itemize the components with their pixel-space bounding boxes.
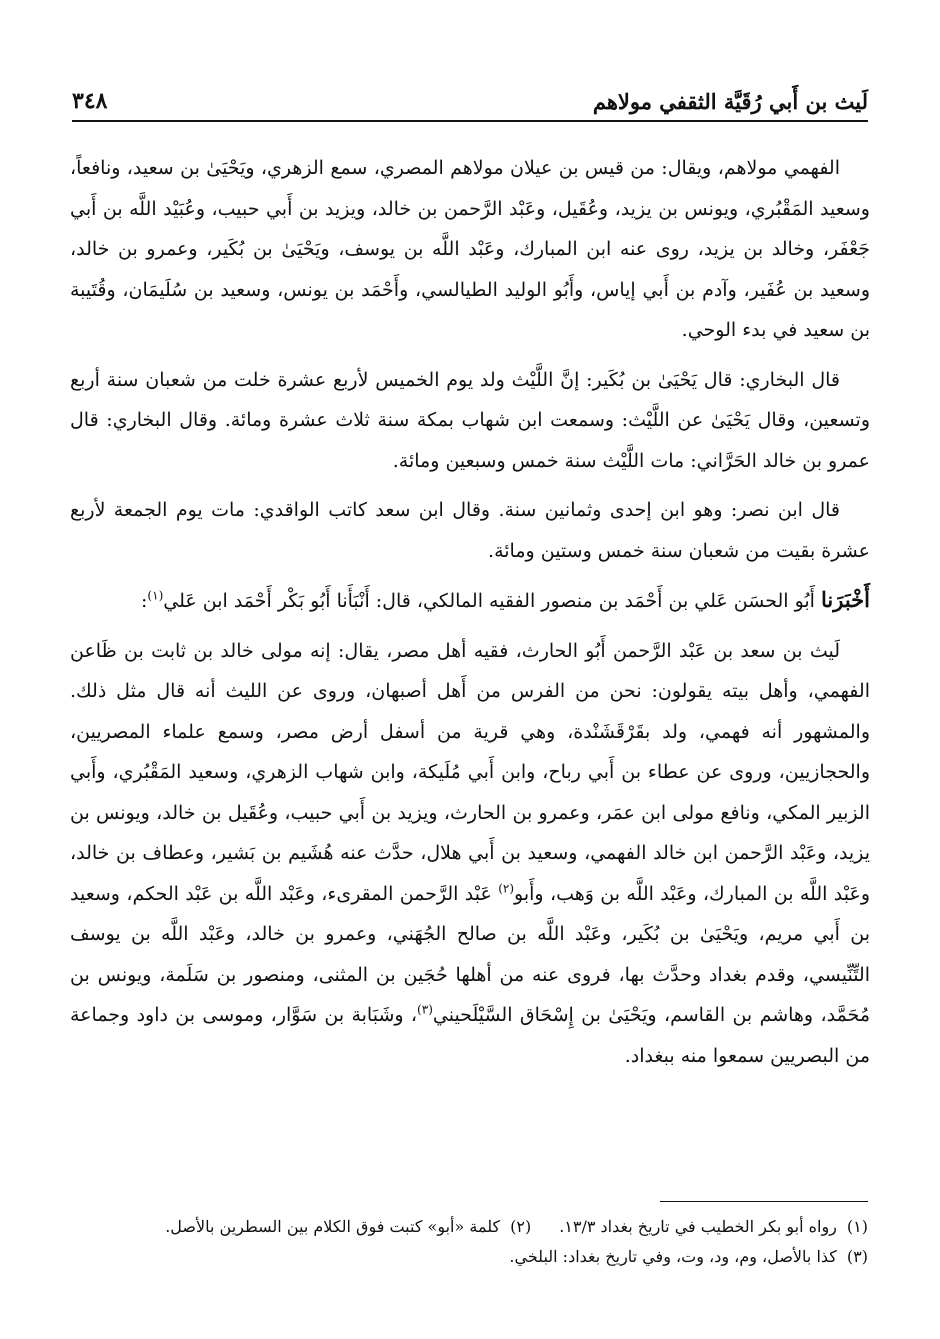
page-number: ٣٤٨ — [72, 88, 108, 114]
footnote-marker-3: (٣) — [417, 1002, 433, 1017]
footnote-1-text: رواه أبو بكر الخطيب في تاريخ بغداد ١٣/٣. — [559, 1217, 837, 1236]
isnad-paragraph — [70, 580, 870, 622]
akhbarana-keyword: أَخْبَرَنا — [821, 587, 870, 612]
footnote-line-2 — [90, 1242, 868, 1272]
footnote-2-text: كلمة «أبو» كتبت فوق الكلام بين السطرين بالأصل. — [165, 1217, 501, 1236]
paragraph-birth-date: قال البخاري: قال يَحْيَىٰ بن بُكَير: إنَّ اللَّيْث ولد يوم الخميس لأربع عشرة خلت من شعبان سنة أربع وتسعين، وقال يَحْيَىٰ عن اللَّيْث: وسمعت ابن شهاب بمكة سنة ثلاث عشرة ومائة. وقال البخاري: قال عمرو بن خالد الحَرَّاني: مات اللَّيْث سنة خمس وسبعين ومائة. — [70, 368, 870, 472]
footnote-3-number: (٣) — [846, 1247, 868, 1266]
footnotes — [90, 1212, 868, 1272]
isnad-text: أَبُو الحسَن عَلي بن أَحْمَد بن منصور الفقيه المالكي، قال: أَنْبَأَنا أَبُو بَكْر أَحْمَد ابن عَلي — [163, 590, 815, 612]
footnote-line-1 — [90, 1212, 868, 1242]
footnote-marker-1: (١) — [147, 588, 164, 603]
footnote-1-number: (١) — [846, 1217, 868, 1236]
isnad-colon: : — [141, 590, 148, 612]
footnote-marker-2: (٢) — [498, 881, 515, 896]
running-title: لَيث بن أَبي رُقَيَّة الثقفي مولاهم — [592, 89, 868, 114]
entry-text-part2: عَبْد الرَّحمن المقرىء، وعَبْد اللَّه بن عَبْد الحكم، وسعيد بن أَبي مريم، ويَحْيَىٰ بن بُكَير، وعَبْد اللَّه بن صالح الجُهَني، وعمرو بن خالد، وعَبْد اللَّه بن يوسف التِّنِّيسي، وقدم بغداد وحدَّث بها، فروى عنه من أهلها حُجَين بن المثنى، ومنصور بن سَلَمة، ويونس بن مُحَمَّد، وهاشم بن القاسم، ويَحْيَىٰ بن إِسْحَاق السَّيْلَحيني — [70, 882, 870, 1026]
entry-text-part1: لَيث بن سعد بن عَبْد الرَّحمن أَبُو الحارث، فقيه أهل مصر، يقال: إنه مولى خالد بن ثابت بن ظَاعن الفهمي، وأهل بيته يقولون: نحن من الفرس من أَهل أصبهان، وروى عن الليث أنه قال مثل ذلك. والمشهور أنه فهمي، ولد بقَرْقَشَنْدة، وهي قرية من أسفل أرض مصر، وسمع علماء المصريين، والحجازيين، وروى عن عطاء بن أَبي رباح، وابن أَبي مُلَيكة، وابن شهاب الزهري، وسعيد المَقْبُري، وأَبي الزبير المكي، ونافع مولى ابن عمَر، وعمرو بن الحارث، ويزيد بن أَبي حبيب، وعُقَيل بن خالد، ويونس بن يزيد، وعَبْد الرَّحمن ابن خالد الفهمي، وسعيد بن أَبي هلال، حدَّث عنه هُشَيم بن بَشير، وعطاف بن خالد، وعَبْد اللَّه بن المبارك، وعَبْد اللَّه بن وَهب، وأَبو — [70, 639, 870, 905]
entry-paragraph — [70, 631, 870, 1077]
footnote-2-number: (٢) — [510, 1217, 532, 1236]
paragraph-continuation: الفهمي مولاهم، ويقال: من قيس بن عيلان مولاهم المصري، سمع الزهري، ويَحْيَىٰ بن سعيد، ونافعاً، وسعيد المَقْبُري، ويونس بن يزيد، وعُقَيل، وعَبْد الرَّحمن بن خالد، ويزيد بن أَبي حبيب، وعُبَيْد اللَّه بن أَبي جَعْفَر، وخالد بن يزيد، روى عنه ابن المبارك، وعَبْد اللَّه بن يوسف، ويَحْيَىٰ بن بُكَير، وعمرو بن خالد، وسعيد بن عُفَير، وآدم بن أَبي إياس، وأَبُو الوليد الطيالسي، وأَحْمَد بن يونس، وسعيد بن سُلَيمَان، وقُتَيبة بن سعيد في بدء الوحي. — [70, 157, 870, 341]
main-text — [70, 148, 870, 1085]
running-header — [72, 74, 868, 122]
footnote-separator — [660, 1201, 868, 1202]
paragraph-death-date: قال ابن نصر: وهو ابن إحدى وثمانين سنة. وقال ابن سعد كاتب الواقدي: مات يوم الجمعة لأربع عشرة بقيت من شعبان سنة خمس وستين ومائة. — [70, 499, 870, 562]
entry-text-part3: ، وشَبَابة بن سَوَّار، وموسى بن داود وجماعة من البصريين سمعوا منه ببغداد. — [70, 1004, 870, 1067]
footnote-3-text: كذا بالأصل، وم، ود، وت، وفي تاريخ بغداد: البلخي. — [509, 1247, 837, 1266]
